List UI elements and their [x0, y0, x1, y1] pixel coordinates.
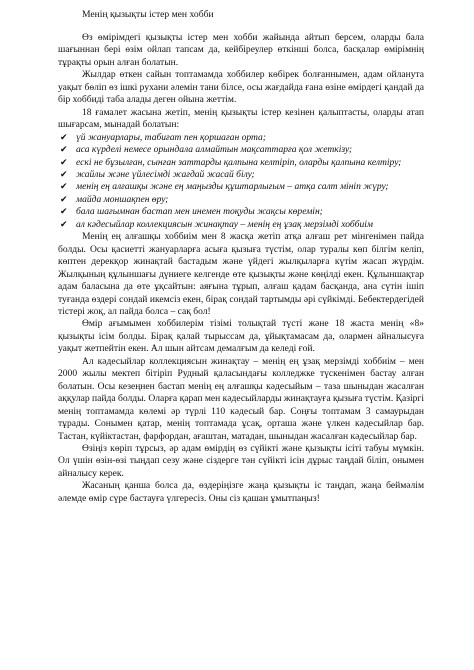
list-item-text: жайлы және үйлесімді жағдай жасай білу; — [76, 168, 255, 180]
list-item — [58, 144, 424, 156]
paragraph: Өмір ағымымен хоббилерім тізімі толықтай түсті және 18 жаста менің «8» қызықты ісім болды. Бірақ қалай тырыссам да, ұйықтамасам да, олармен айналысуға уақыт жетпейтін екен. Ал шын айтсам демалғым да келеді ғой. — [58, 318, 424, 355]
paragraph: Өз өмірімдегі қызықты істер мен хобби жайында айтып берсем, оларды бала шағыннан бері өзім ойлап тапсам да, кейбіреулер өткінші болса, басқалар өмірімнің тұрақты орын алған болатын. — [58, 32, 424, 68]
list-item-text: ал кәдесыйлар коллекциясын жинақтау – менің ең ұзақ мерзімді хоббиім — [76, 218, 373, 230]
list-item — [58, 219, 424, 231]
list-item — [58, 169, 424, 181]
checkmark-icon: ✔ — [60, 145, 68, 156]
paragraph: 18 ғамалет жасына жетіп, менің қызықты істер кезінен қалыптасты, оларды атап шығарсам, мынадай болатын: — [58, 106, 424, 131]
list-item — [58, 132, 424, 144]
paragraph: Өзіңіз көріп тұрсыз, әр адам өмірдің өз сүйікті және қызықты ісіті табуы мүмкін. Ол үшін өзін-өзі тыңдап сезу және сіздерге тән сүйікті ісін дұрыс таңдай біліп, онымен айналысу керек. — [58, 442, 424, 479]
list-item-text: үй жануарлары, табиғат пен қоршаған орта; — [76, 131, 266, 143]
list-item — [58, 194, 424, 206]
list-item — [58, 206, 424, 218]
checkmark-icon: ✔ — [60, 132, 68, 143]
checkmark-icon: ✔ — [60, 169, 68, 180]
paragraph: Менің ең алғашқы хоббиім мен 8 жасқа жетіп атқа алғаш рет мінгенімен пайда болды. Осы қасиетті жануарларға асыға қызыға түстім, олар туралы көп білгім келіп, көптен дерекқор жинақтай бастадым және үйдегі жылқыларға күтім жасап жүрдім. Жылқының құлыншағы дүниеге келгенде өте қызықты және көңілді екен. Құлыншақтар адам баласына да өте ұқсайтын: аяғына тұрып, алғаш қадам басқанда, ана сүтін ішіп туғанда өздері сондай икемсіз екен, бірақ сондай тартымды әрі сүйкімді. Бебектердегідей тістері жоқ, ал пайда болса – сақ бол! — [58, 231, 424, 317]
list-item-text: ескі не бұзылған, сынған заттарды қалпына келтіріп, оларды қалпына келтіру; — [76, 156, 402, 168]
checkmark-icon: ✔ — [60, 207, 68, 218]
checkmark-icon: ✔ — [60, 219, 68, 230]
list-item — [58, 181, 424, 193]
document-body — [58, 32, 424, 505]
list-item-text: бала шағымнан бастап мен инемен тоқуды жақсы көремін; — [76, 206, 323, 218]
list-item — [58, 157, 424, 169]
list-item-text: аса күрделі немесе орындала алмайтын мақсаттарға қол жеткізу; — [76, 144, 353, 156]
checkmark-icon: ✔ — [60, 157, 68, 168]
list-item-text: майда моншақпен өру; — [76, 193, 169, 205]
document-title: Менің қызықты істер мен хобби — [82, 9, 214, 20]
paragraph: Ал кәдесыйлар коллекциясын жинақтау – менің ең ұзақ мерзімді хоббиім – мен 2000 жылы мектеп бітіріп Рудный қаласындағы колледжке түскенімен бастау алған болатын. Осы кезеңнен бастап менің ең алғашқы кәдесыйым – таза шыныдан жасалған аққулар пайда болды. Оларға қарап мен кәдесыйларды жинақтауға қызыға түстім. Қазіргі менің топтамамда көлемі әр түрлі 110 кәдесый бар. Соңғы топтамам 3 самаурыдан тұрады. Сонымен қатар, менің топтамада ұсақ, орташа және үлкен кәдесыйлар бар. Тастан, күйіктастан, фарфордан, ағаштан, матадан, шыныдан жасалған кәдесыйлар бар. — [58, 355, 424, 442]
checkmark-icon: ✔ — [60, 182, 68, 193]
paragraph: Жылдар өткен сайын топтамамда хоббилер көбірек болғаннымен, адам ойланута уақыт бөліп өз ішкі рухани әлемін тани білсе, осы жағдайда ғана өзіне өмірдегі қандай да бір хоббиді таба алады деген ойына жеттім. — [58, 69, 424, 106]
checkmark-icon: ✔ — [60, 194, 68, 205]
list-item-text: менің ең алғашқы және ең маңызды құштарлығым – атқа салт мініп жүру; — [76, 181, 389, 193]
hobby-list — [58, 132, 424, 232]
paragraph: Жасаның қанша болса да, өздеріңізге жаңа қызықты іс таңдап, жаңа беймәлім әлемде өмір сүре бастауға үлгересіз. Оны сіз қашан ұмытпаңыз! — [58, 480, 424, 504]
